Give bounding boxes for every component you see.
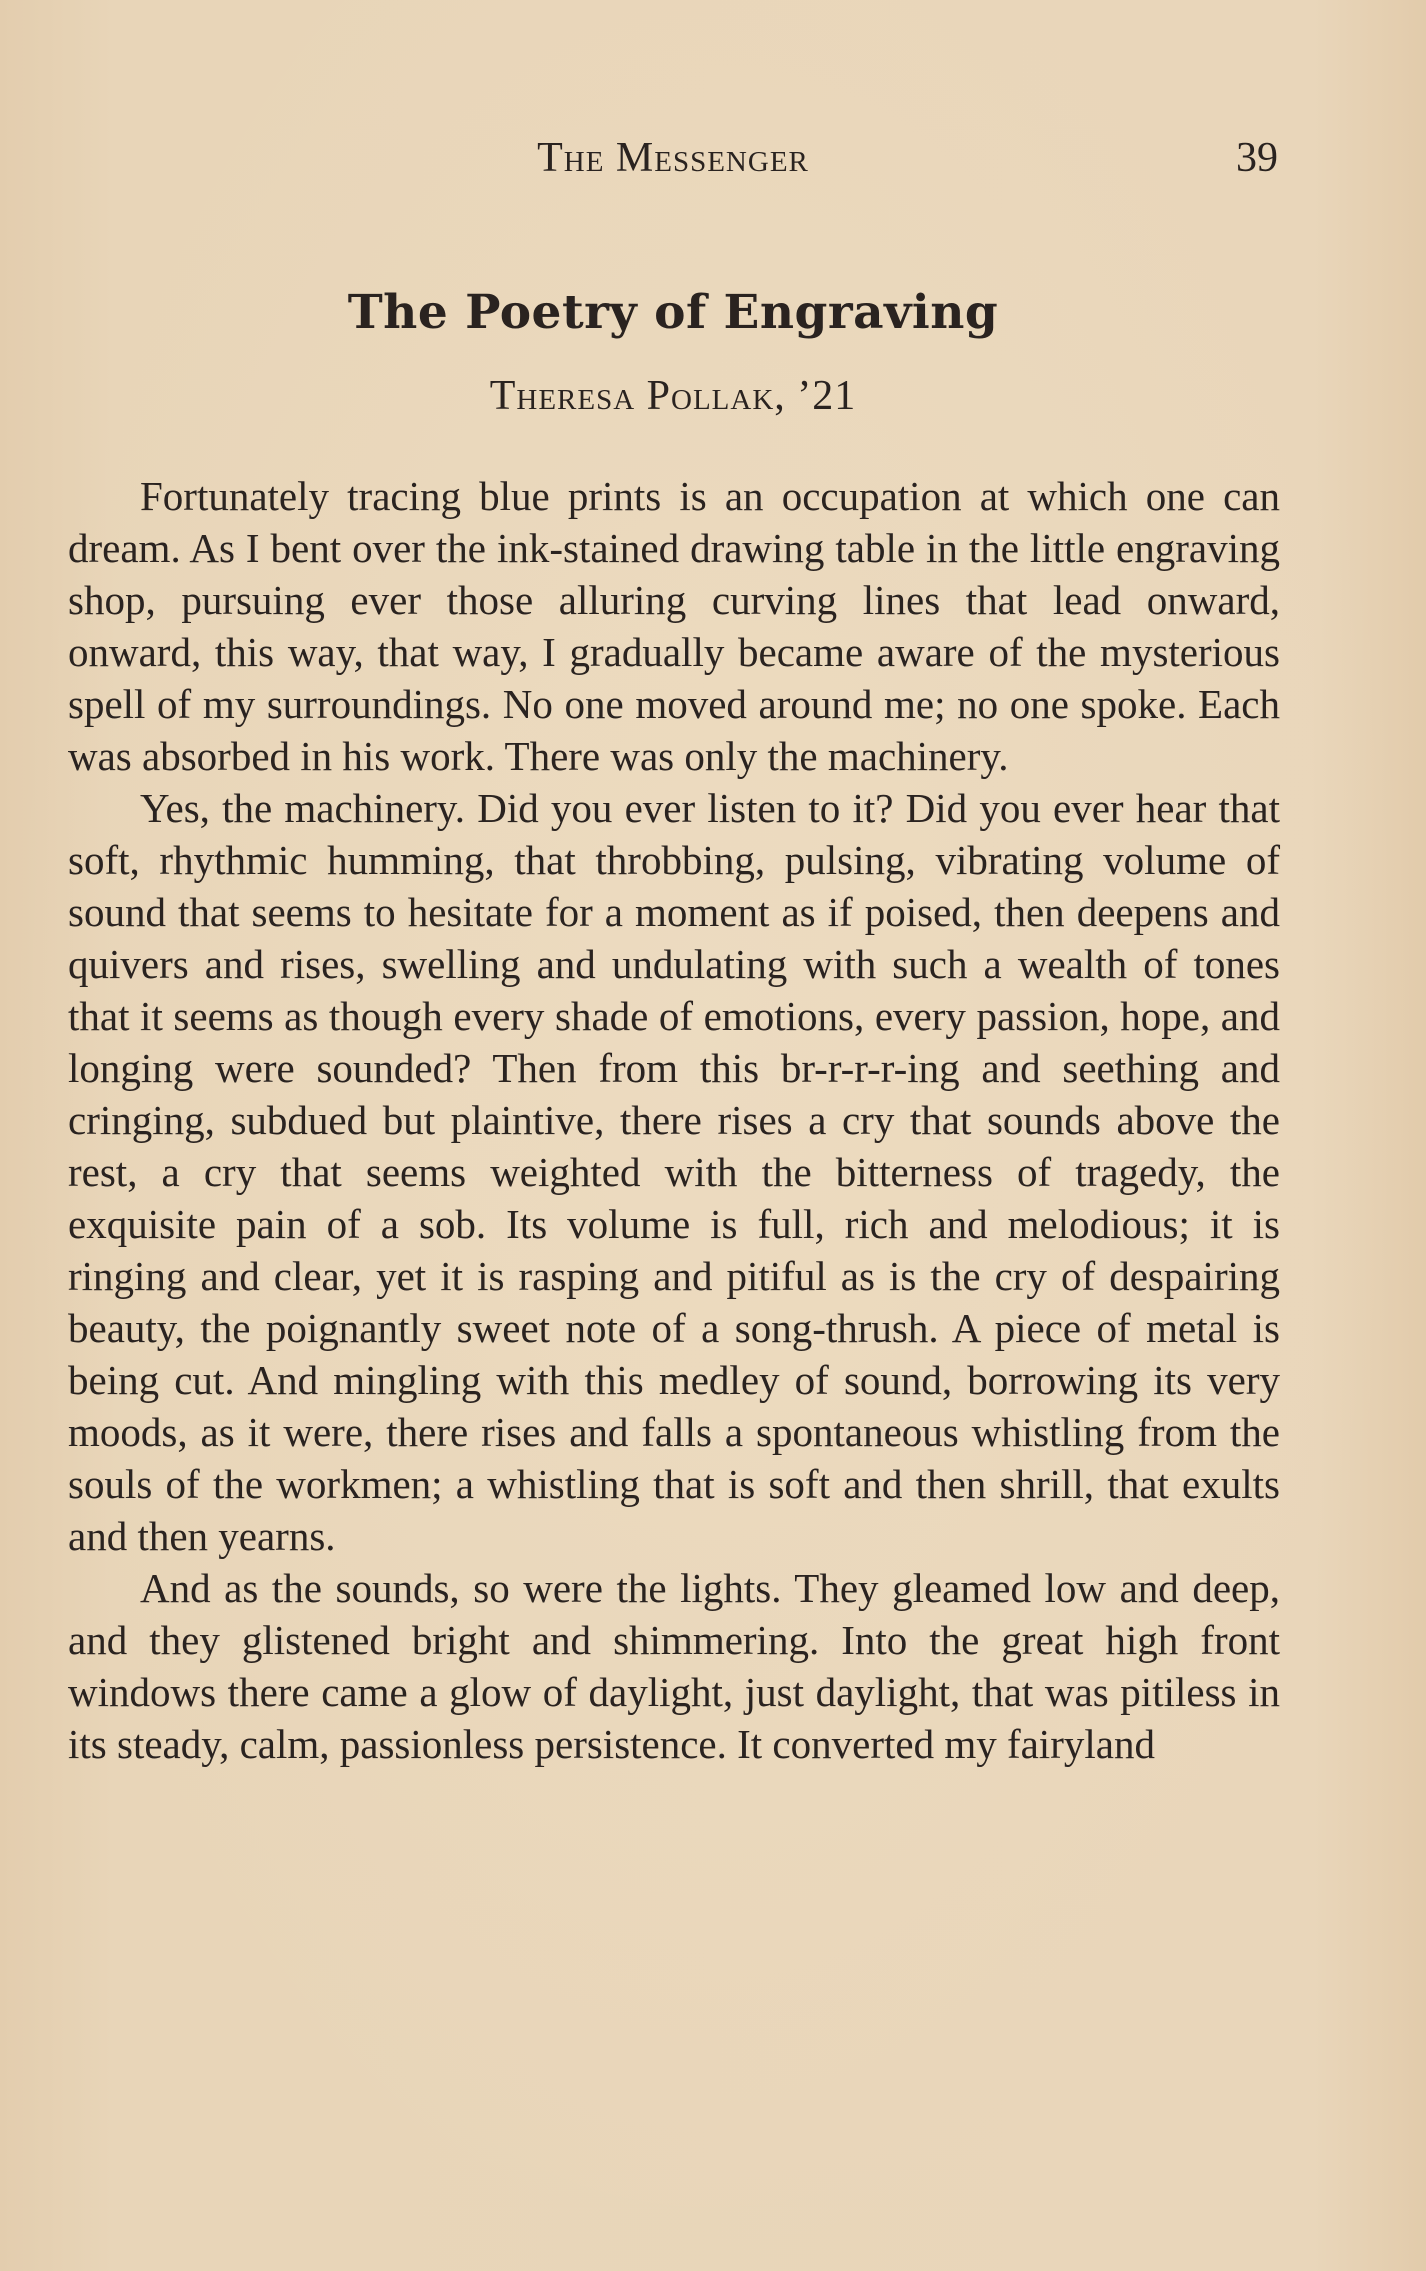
running-title: The Messenger (537, 135, 809, 181)
paragraph-2: Yes, the machinery. Did you ever listen to it? Did you ever hear that soft, rhythmic humming, that throbbing, pulsing, vibrating volume of sound that seems to hesitate for a moment as if poised, then deepens and quivers and rises, swelling and undulating with such a wealth of tones that it seems as though every shade of emotions, every passion, hope, and longing were sounded? Then from this br-r-r-r-ing and seething and cringing, subdued but plaintive, there rises a cry that sounds above the rest, a cry that seems weighted with the bitterness of tragedy, the exquisite pain of a sob. Its volume is full, rich and melodious; it is ringing and clear, yet it is rasping and pitiful as is the cry of despairing beauty, the poignantly sweet note of a song-thrush. A piece of metal is being cut. And mingling with this medley of sound, borrowing its very moods, as it were, there rises and falls a spontaneous whistling from the souls of the workmen; a whistling that is soft and then shrill, that exults and then yearns. (68, 785, 1280, 1559)
paragraph-3: And as the sounds, so were the lights. They gleamed low and deep, and they glistened bright and shimmering. Into the great high front windows there came a glow of daylight, just daylight, that was pitiless in its steady, calm, passionless persistence. It converted my fairyland (68, 1565, 1280, 1767)
running-header (68, 128, 1278, 188)
paragraph-1: Fortunately tracing blue prints is an occupation at which one can dream. As I bent over the ink-stained drawing table in the little engraving shop, pursuing ever those alluring curving lines that lead onward, onward, this way, that way, I gradually became aware of the mysterious spell of my surroundings. No one moved around me; no one spoke. Each was absorbed in his work. There was only the machinery. (68, 473, 1280, 779)
article-byline: Theresa Pollak, ’21 (489, 373, 857, 419)
article-body (68, 470, 1280, 1770)
page-number: 39 (1236, 135, 1278, 181)
article-title: The Poetry of Engraving (347, 285, 999, 340)
